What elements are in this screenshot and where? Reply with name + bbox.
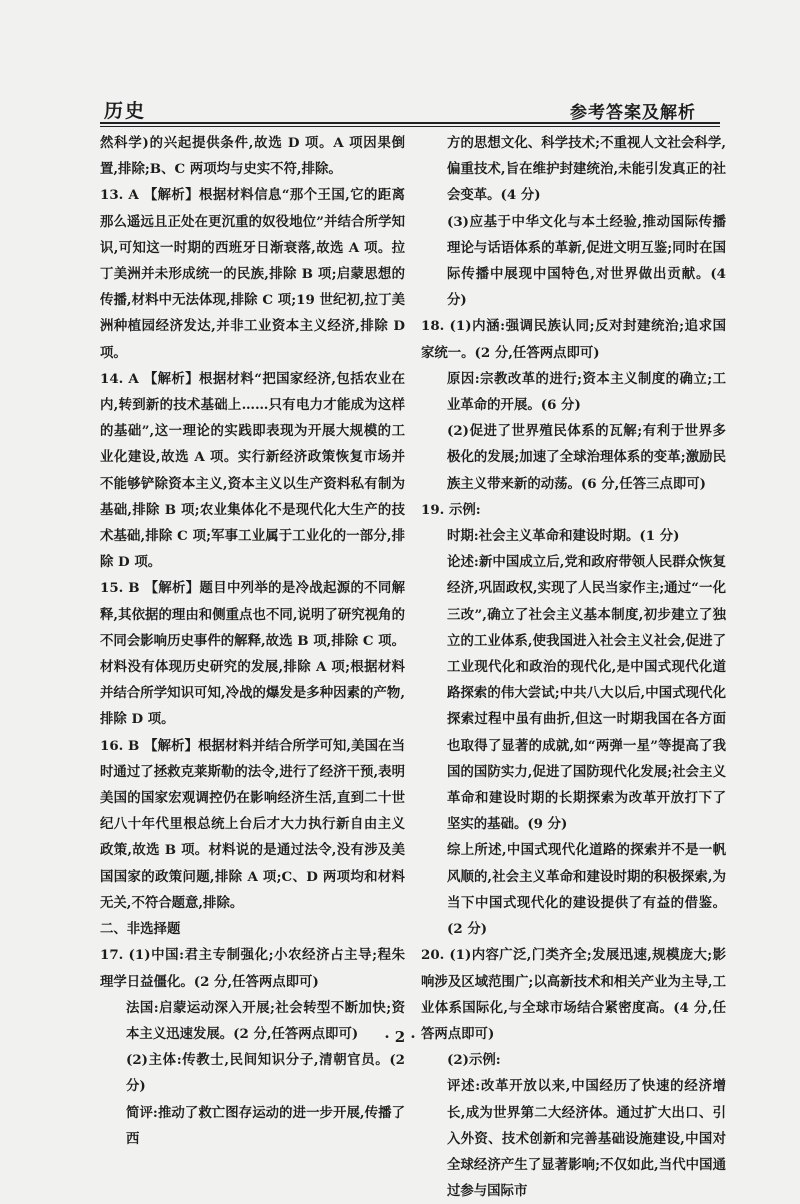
answer-19: 19. 示例: [421,501,481,518]
subject-header: 历史 [104,100,147,122]
title-header: 参考答案及解析 [570,103,696,123]
answer-paragraph: 然科学)的兴起提供条件,故选 D 项。A 项因果倒置,排除;B、C 两项均与史实不符,排除。 [100,135,405,178]
answer-paragraph: (2)主体:传教士,民间知识分子,清朝官员。(2 分) [126,1052,405,1095]
header-rule-thick [100,122,720,124]
answer-paragraph: 评述:改革开放以来,中国经历了快速的经济增长,成为世界第二大经济体。通过扩大出口、引入外资、技术创新和完善基础设施建设,中国对全球经济产生了显著影响;不仅如此,当代中国通过参与国际市 [447,1078,726,1200]
answer-paragraph: 简评:推动了救亡图存运动的进一步开展,传播了西 [126,1104,405,1147]
page-number: · 2 · [384,1028,416,1046]
answer-13: 13. A 【解析】根据材料信息“那个王国,它的距离那么遥远且正处在更沉重的奴役地位”并结合所学知识,可知这一时期的西班牙日渐衰落,故选 A 项。拉丁美洲并未形成统一的民族,排除 B 项;启蒙思想的传播,材料中无法体现,排除 C 项;19 世纪初,拉丁美洲种植园经济发达,并非工业资本主义经济,排除 D 项。 [100,187,405,361]
answer-paragraph: 方的思想文化、科学技术;不重视人文社会科学,偏重技术,旨在维护封建统治,未能引发真正的社会变革。(4 分) [447,135,726,204]
header-rule-thin [100,126,720,127]
answer-20: 20. (1)内容广泛,门类齐全;发展迅速,规模庞大;影响涉及区域范围广;以高新技术和相关产业为主导,工业体系国际化,与全球市场结合紧密度高。(4 分,任答两点即可) [421,947,726,1042]
answer-18: 18. (1)内涵:强调民族认同;反对封建统治;追求国家统一。(2 分,任答两点即可) [421,318,726,361]
answer-paragraph: 论述:新中国成立后,党和政府带领人民群众恢复经济,巩固政权,实现了人民当家作主;通过“一化三改”,确立了社会主义基本制度,初步建立了独立的工业体系,使我国进入社会主义社会,促进了工业现代化和政治的现代化,是中国式现代化道路探索的伟大尝试;中共八大以后,中国式现代化探索过程中虽有曲折,但这一时期我国在各方面也取得了显著的成就,如“两弹一星”等提高了我国的国防实力,促进了国防现代化发展;社会主义革命和建设时期的长期探索为改革开放打下了坚实的基础。(9 分) [447,554,726,833]
answer-14: 14. A 【解析】根据材料“把国家经济,包括农业在内,转到新的技术基础上……只有电力才能成为这样的基础”,这一理论的实践即表现为开展大规模的工业化建设,故选 A 项。实行新经济政策恢复市场并不能够铲除资本主义,资本主义以生产资料私有制为基础,排除 B 项;农业集体化不是现代化大生产的技术基础,排除 C 项;军事工业属于工业化的一部分,排除 D 项。 [100,370,405,571]
answer-paragraph: 时期:社会主义革命和建设时期。(1 分) [447,528,680,545]
answer-15: 15. B 【解析】题目中列举的是冷战起源的不同解释,其依据的理由和侧重点也不同,说明了研究视角的不同会影响历史事件的解释,故选 B 项,排除 C 项。材料没有体现历史研究的发展,排除 A 项;根据材料并结合所学知识可知,冷战的爆发是多种因素的产物,排除 D 项。 [100,580,405,728]
section-heading: 二、非选择题 [100,921,181,938]
answer-paragraph: 法国:启蒙运动深入开展;社会转型不断加快;资本主义迅速发展。(2 分,任答两点即可) [126,999,405,1042]
answer-paragraph: (2)促进了世界殖民体系的瓦解;有利于世界多极化的发展;加速了全球治理体系的变革;激励民族主义带来新的动荡。(6 分,任答三点即可) [447,423,726,492]
answer-paragraph: 综上所述,中国式现代化道路的探索并不是一帆风顺的,社会主义革命和建设时期的积极探索,为当下中国式现代化的建设提供了有益的借鉴。(2 分) [447,842,726,938]
answer-paragraph: (3)应基于中华文化与本土经验,推动国际传播理论与话语体系的革新,促进文明互鉴;同时在国际传播中展现中国特色,对世界做出贡献。(4 分) [447,213,726,309]
answer-16: 16. B 【解析】根据材料并结合所学可知,美国在当时通过了拯救克莱斯勒的法令,进行了经济干预,表明美国的国家宏观调控仍在影响经济生活,直到二十世纪八十年代里根总统上台后才大力执行新自由主义政策,故选 B 项。材料说的是通过法令,没有涉及美国国家的政策问题,排除 A 项;C、D 两项均和材料无关,不符合题意,排除。 [100,737,405,911]
answer-paragraph: (2)示例: [447,1052,501,1069]
answer-17: 17. (1)中国:君主专制强化;小农经济占主导;程朱理学日益僵化。(2 分,任答两点即可) [100,947,405,990]
answer-paragraph: 原因:宗教改革的进行;资本主义制度的确立;工业革命的开展。(6 分) [447,370,726,414]
left-column [100,130,405,1152]
